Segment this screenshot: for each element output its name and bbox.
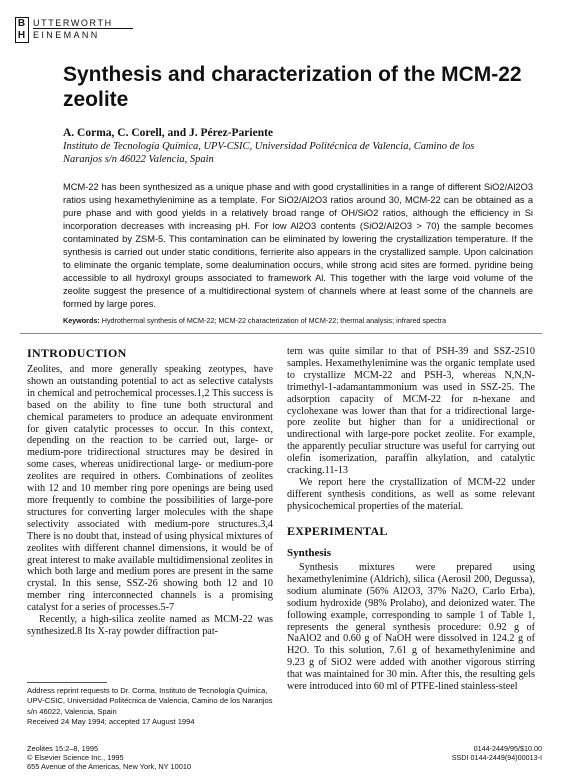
logo-letter-bottom: H [17,30,26,41]
ssdi-code: SSDI 0144-2449(94)00013-I [451,752,542,762]
journal-info [27,745,191,771]
publisher-address: 655 Avenue of the Americas, New York, NY 10010 [27,761,192,771]
publisher-name-line1: UTTERWORTH [33,18,113,28]
affiliation: Instituto de Tecnología Química, UPV-CSIC, Universidad Politécnica de Valencia, Camino de los Naranjos s/n 46022 Valencia, Spain [63,141,475,165]
issn-price: 0144-2449/95/$10.00 [473,744,542,753]
synthesis-heading: Synthesis [287,547,332,559]
logo-mark [15,17,29,43]
correspondence-address: Address reprint requests to Dr. Corma, Instituto de Tecnología Química, UPV-CSIC, Universidad Politécnica de Valencia, Camino de los Naranjos s/n 46022, Valencia, Spain [27,686,273,716]
introduction-paragraph-1: Zeolites, and more generally speaking zeotypes, have shown an outstanding potential to act as selective catalysts in chemical and petrochemical processes.1,2 This success is based on the ability to fine tune both structural and chemical parameters to produce an adequate environment for given catalytic processes to occur. In this context, depending on the reaction to be carried out, large- or medium-pore tridirectional structures may be desired in some cases, whereas unidirectional large- or medium-pore zeolites are required in others. Combinations of zeolites with 12 and 10 member ring pore openings are being used more frequently to combine the possibilities of large-pore structures for converting larger molecules with the shape selectivity associated with medium-pore structures.3,4 There is no doubt that, instead of using physical mixtures of zeolites with different channel dimensions, it would be of great interest to make available multidimensional zeolites in which both large and medium pores are present in the same crystal. In this sense, SSZ-26 showing both 12 and 10 member ring interconnected channels is a promising catalyst for a series of processes.5-7 [27,364,273,614]
right-paragraph-2: We report here the crystallization of MCM-22 under different synthesis conditions, as well as some relevant physicochemical properties of the material. [287,477,535,512]
logo-letter-top: B [17,18,26,29]
experimental-heading: EXPERIMENTAL [287,524,388,538]
publisher-logo [15,17,135,45]
abstract: MCM-22 has been synthesized as a unique phase and with good crystallinities in a range of different SiO2/Al2O3 ratios using hexamethylenimine as a template. For SiO2/Al2O3 ratios around 30, MCM-22 can be obtained as a pure phase and with good yields in a relatively broad range of OH/SiO2 ratios, although the efficiency in Si incorporation decreases with increasing pH. For low Al2O3 contents (SiO2/Al2O3 > 70) the sample becomes contaminated by ZSM-5. This contamination can be eliminated by lowering the crystallization temperature. If the synthesis is carried out under static conditions, ferrierite also appears in the crystallized sample. Upon calcination to eliminate the organic template, some dealumination occurs, while strong acid sites are formed. pyridine being accessible to all hydroxyl groups associated to framework Al. This together with the large void volume of the zeolite suggest the presence of a multidirectional system of channels where at least some of the channels are formed by large pores. [63,182,533,309]
keywords [63,316,533,326]
authors: A. Corma, C. Corell, and J. Pérez-Pariente [63,127,274,139]
keywords-text: Hydrothermal synthesis of MCM-22; MCM-22 characterization of MCM-22; thermal analysis; infrared spectra [101,316,447,325]
right-paragraph-1: tern was quite similar to that of PSH-39 and SSZ-2510 samples. Hexamethylenimine was the organic template used to crystallize MCM-22 and PSH-3, whereas N,N,N-trimethyl-1-adamantammonium was used in SSZ-25. The adsorption capacity of MCM-22 for n-hexane and cyclohexane was lower than that for a tridirectional large-pore zeolite but higher than for a unidirectional or undirectional with large-pore pocket zeolite. For example, the apparently peculiar structure was useful for carrying out olefin isomerization, paraffin alkylation, and catalytic cracking.11-13 [287,346,535,477]
introduction-heading: INTRODUCTION [27,346,127,360]
keywords-label: Keywords: [63,316,100,325]
logo-rule [33,28,133,29]
footnote-rule [27,682,107,683]
introduction-paragraph-2: Recently, a high-silica zeolite named as MCM-22 was synthesized.8 Its X-ray powder diffraction pat- [27,614,273,637]
journal-citation: Zeolites 15:2–8, 1995 [27,744,99,753]
section-divider [20,333,542,334]
publisher-name-line2: EINEMANN [33,30,100,40]
right-paragraph-3: Synthesis mixtures were prepared using hexamethylenimine (Aldrich), silica (Aerosil 200, Degussa), sodium aluminate (56% Al2O3, 37% Na2O, Carlo Erba), sodium hydroxide (98% Prolabo), and deionized water. The following example, corresponding to sample 1 of Table 1, represents the general synthesis procedure: 0.92 g of NaAlO2 and 0.60 g of NaOH were dissolved in 124.2 g of H2O. To this solution, 7.61 g of hexamethylenimine and 9.23 g of SiO2 were added with another vigorous stirring that was maintained for 30 min. After this, the resulting gels were introduced into 60 ml of PTFE-lined stainless-steel [287,562,535,693]
copyright: © Elsevier Science Inc., 1995 [27,752,124,762]
article-codes [392,745,542,763]
article-title: Synthesis and characterization of the MCM-22 zeolite [63,63,522,111]
received-dates: Received 24 May 1994; accepted 17 August 1994 [27,717,195,726]
